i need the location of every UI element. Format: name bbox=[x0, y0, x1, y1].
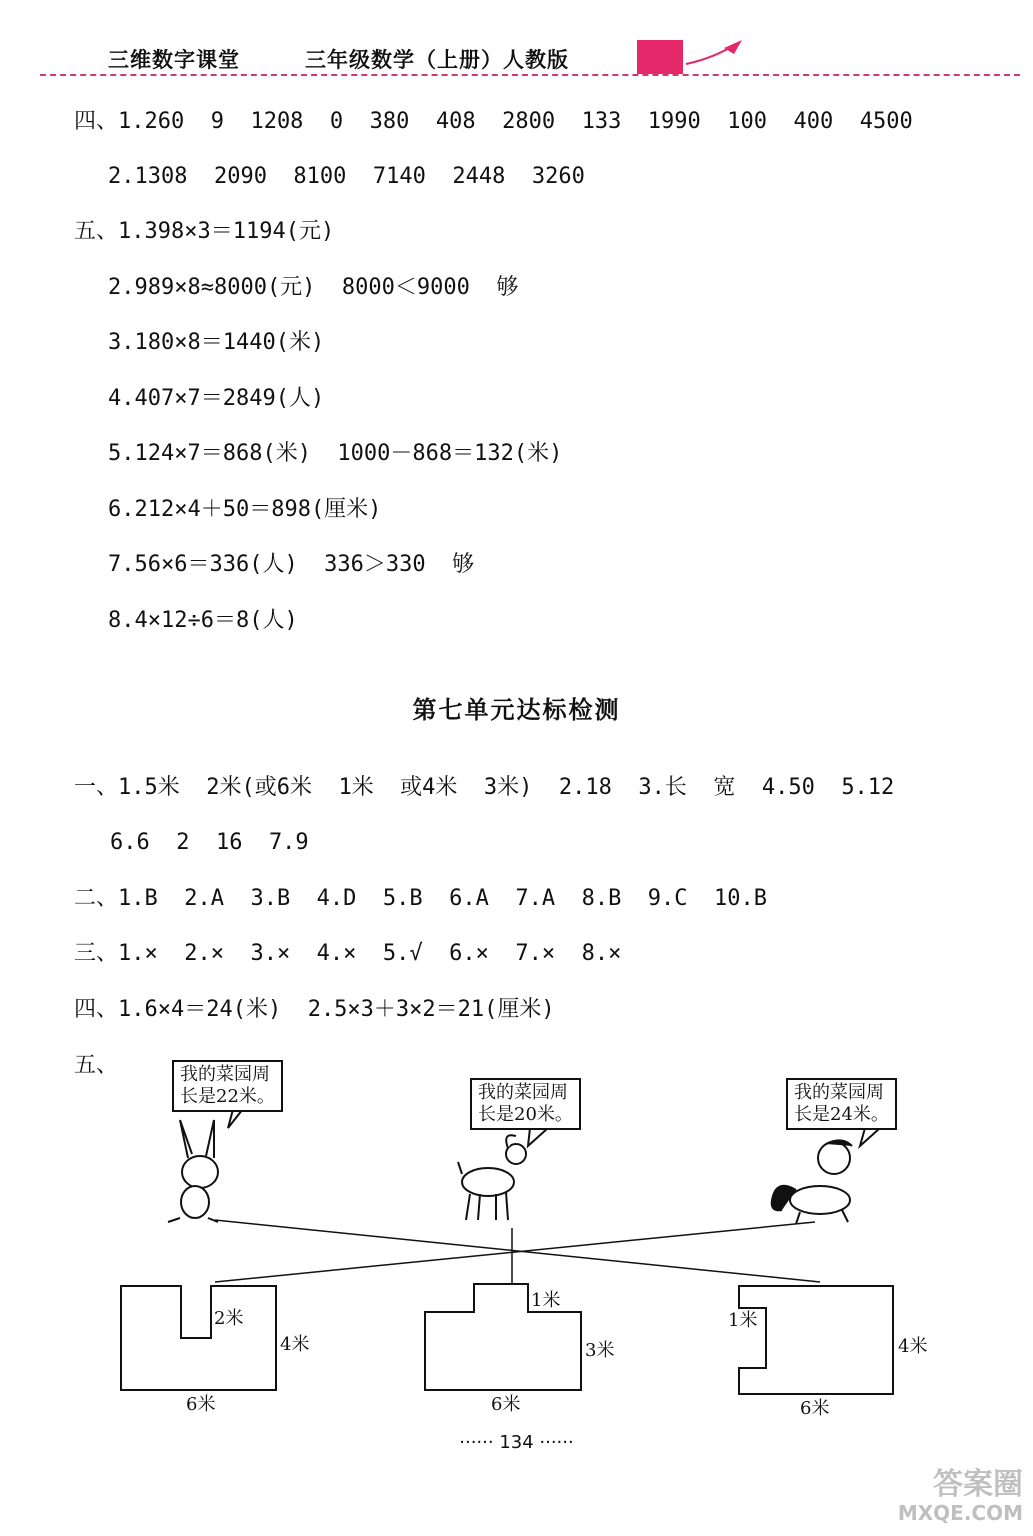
answer-line: 3.180×8＝1440(米) bbox=[108, 330, 325, 355]
dimension-label: 6米 bbox=[491, 1394, 521, 1415]
horse-icon bbox=[772, 1140, 852, 1224]
speech-bubble-horse: 我的菜园周 长是24米。 bbox=[786, 1078, 897, 1130]
answer-line: 6.6 2 16 7.9 bbox=[110, 830, 309, 855]
answer-line: 7.56×6＝336(人) 336＞330 够 bbox=[108, 552, 475, 577]
speech-bubble-goat: 我的菜园周 长是20米。 bbox=[470, 1078, 581, 1130]
dimension-label: 2米 bbox=[214, 1308, 244, 1329]
answer-line: 2.1308 2090 8100 7140 2448 3260 bbox=[108, 164, 585, 189]
answer-line: 二、1.B 2.A 3.B 4.D 5.B 6.A 7.A 8.B 9.C 10.B bbox=[74, 886, 768, 911]
answer-line: 一、1.5米 2米(或6米 1米 或4米 3米) 2.18 3.长 宽 4.50 5.12 bbox=[74, 775, 895, 800]
speech-bubble-rabbit: 我的菜园周 长是22米。 bbox=[172, 1060, 283, 1112]
dimension-label: 1米 bbox=[728, 1310, 758, 1331]
answer-line: 6.212×4＋50＝898(厘米) bbox=[108, 497, 382, 522]
book-series-title: 三维数字课堂 bbox=[108, 48, 240, 72]
rabbit-icon bbox=[168, 1120, 218, 1222]
shape-side-notched-rectangle bbox=[739, 1286, 893, 1394]
dimension-label: 6米 bbox=[186, 1394, 216, 1415]
answer-line: 四、1.6×4＝24(米) 2.5×3＋3×2＝21(厘米) bbox=[74, 997, 555, 1022]
answer-line: 四、1.260 9 1208 0 380 408 2800 133 1990 100 400 4500 bbox=[74, 109, 913, 134]
answer-line: 五、 bbox=[74, 1053, 119, 1078]
watermark: 答案圈 MXQE.COM bbox=[897, 1467, 1023, 1525]
answer-line: 8.4×12÷6＝8(人) bbox=[108, 608, 298, 633]
header-color-block bbox=[637, 40, 683, 74]
dimension-label: 1米 bbox=[531, 1290, 561, 1311]
answer-line: 5.124×7＝868(米) 1000－868＝132(米) bbox=[108, 441, 563, 466]
dimension-label: 3米 bbox=[585, 1340, 615, 1361]
dimension-label: 4米 bbox=[898, 1336, 928, 1357]
shape-notched-rectangle bbox=[121, 1286, 276, 1390]
book-subject-title: 三年级数学（上册）人教版 bbox=[305, 48, 569, 72]
page-number: ······ 134 ······ bbox=[459, 1432, 574, 1453]
answer-line: 4.407×7＝2849(人) bbox=[108, 386, 325, 411]
goat-icon bbox=[458, 1135, 526, 1220]
rocket-icon bbox=[684, 38, 744, 68]
answer-line: 三、1.× 2.× 3.× 4.× 5.√ 6.× 7.× 8.× bbox=[74, 941, 622, 966]
page-header bbox=[0, 0, 1033, 80]
dimension-label: 6米 bbox=[800, 1398, 830, 1419]
dimension-label: 4米 bbox=[280, 1334, 310, 1355]
answer-line: 五、1.398×3＝1194(元) bbox=[74, 219, 335, 244]
section-title: 第七单元达标检测 bbox=[412, 696, 621, 724]
header-divider bbox=[40, 74, 1020, 76]
answer-line: 2.989×8≈8000(元) 8000＜9000 够 bbox=[108, 275, 519, 300]
